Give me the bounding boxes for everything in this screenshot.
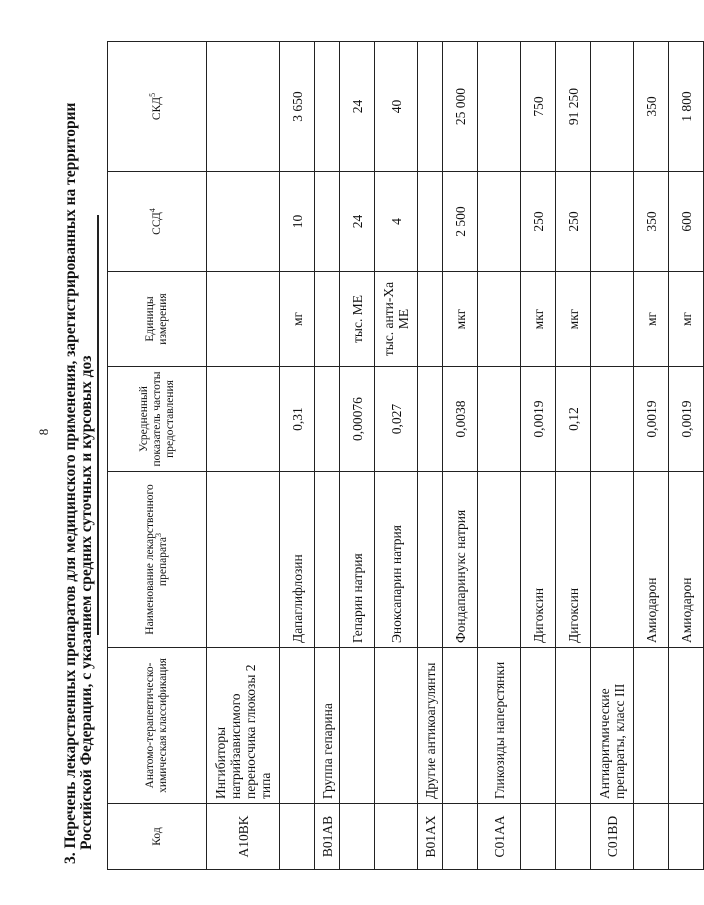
table-row <box>443 42 478 870</box>
cell-skd: 24 <box>340 42 375 172</box>
cell-freq: 0,027 <box>375 367 418 472</box>
cell-code: C01BD <box>591 804 634 870</box>
cell-code <box>634 804 669 870</box>
cell-name <box>478 472 521 648</box>
col-code-header: Код <box>108 804 207 870</box>
cell-sdd <box>478 172 521 272</box>
cell-sdd: 4 <box>375 172 418 272</box>
title-underline <box>97 215 99 635</box>
cell-code: B01AX <box>418 804 443 870</box>
cell-atc <box>634 648 669 804</box>
cell-name <box>315 472 340 648</box>
cell-freq: 0,0019 <box>669 367 704 472</box>
cell-name: Дапаглифлозин <box>280 472 315 648</box>
col-sdd-footnote: 4 <box>147 208 157 213</box>
cell-skd: 750 <box>521 42 556 172</box>
table-row <box>315 42 340 870</box>
cell-code <box>280 804 315 870</box>
cell-name <box>418 472 443 648</box>
cell-sdd <box>315 172 340 272</box>
table-row <box>375 42 418 870</box>
cell-skd <box>315 42 340 172</box>
cell-name: Дигоксин <box>556 472 591 648</box>
cell-code <box>443 804 478 870</box>
cell-name <box>591 472 634 648</box>
cell-code <box>669 804 704 870</box>
cell-skd <box>418 42 443 172</box>
col-name-text: Наименование лекарственного препарата <box>144 484 169 635</box>
cell-skd: 25 000 <box>443 42 478 172</box>
cell-skd: 3 650 <box>280 42 315 172</box>
drug-dose-table <box>107 41 704 870</box>
cell-skd <box>478 42 521 172</box>
document-title <box>63 20 95 870</box>
cell-unit: мкг <box>556 272 591 367</box>
cell-unit <box>207 272 280 367</box>
cell-sdd: 250 <box>556 172 591 272</box>
col-skd-header <box>108 42 207 172</box>
cell-skd <box>207 42 280 172</box>
cell-freq: 0,31 <box>280 367 315 472</box>
col-name-footnote: 3 <box>154 532 164 537</box>
cell-sdd: 600 <box>669 172 704 272</box>
cell-unit: мг <box>634 272 669 367</box>
cell-name: Фондапаринукс натрия <box>443 472 478 648</box>
table-row <box>634 42 669 870</box>
col-freq-header: Усредненный показатель частоты предоставления <box>108 367 207 472</box>
col-sdd-header <box>108 172 207 272</box>
cell-freq <box>591 367 634 472</box>
cell-freq <box>478 367 521 472</box>
cell-name: Амиодарон <box>634 472 669 648</box>
cell-name <box>207 472 280 648</box>
cell-freq: 0,12 <box>556 367 591 472</box>
cell-code <box>521 804 556 870</box>
cell-sdd: 24 <box>340 172 375 272</box>
cell-freq: 0,0019 <box>634 367 669 472</box>
cell-unit <box>315 272 340 367</box>
table-row <box>418 42 443 870</box>
table-row <box>207 42 280 870</box>
col-skd-footnote: 5 <box>147 92 157 97</box>
cell-freq: 0,0019 <box>521 367 556 472</box>
cell-atc <box>521 648 556 804</box>
table-row <box>478 42 521 870</box>
cell-code <box>556 804 591 870</box>
cell-unit: мг <box>280 272 315 367</box>
cell-code: B01AB <box>315 804 340 870</box>
table-row <box>280 42 315 870</box>
title-line-1: 3. Перечень лекарственных препаратов для медицинского применения, зарегистрированных на территории <box>62 102 79 864</box>
cell-unit <box>591 272 634 367</box>
cell-freq: 0,0038 <box>443 367 478 472</box>
cell-skd: 350 <box>634 42 669 172</box>
cell-code <box>340 804 375 870</box>
cell-atc: Группа гепарина <box>315 648 340 804</box>
cell-unit <box>418 272 443 367</box>
cell-unit: мг <box>669 272 704 367</box>
cell-sdd <box>418 172 443 272</box>
cell-code <box>375 804 418 870</box>
cell-sdd: 10 <box>280 172 315 272</box>
cell-name: Гепарин натрия <box>340 472 375 648</box>
cell-freq <box>418 367 443 472</box>
cell-atc: Антиаритмические препараты, класс III <box>591 648 634 804</box>
cell-name: Амиодарон <box>669 472 704 648</box>
cell-sdd <box>591 172 634 272</box>
cell-unit <box>478 272 521 367</box>
col-name-header <box>108 472 207 648</box>
cell-name: Эноксапарин натрия <box>375 472 418 648</box>
cell-unit: тыс. анти-Xa МЕ <box>375 272 418 367</box>
cell-unit: тыс. МЕ <box>340 272 375 367</box>
cell-atc <box>556 648 591 804</box>
cell-atc <box>375 648 418 804</box>
document-sheet <box>62 20 694 870</box>
cell-name: Дигоксин <box>521 472 556 648</box>
table-row <box>669 42 704 870</box>
cell-atc: Другие антикоагулянты <box>418 648 443 804</box>
cell-atc: Ингибиторы натрийзависимого переносчика глюкозы 2 типа <box>207 648 280 804</box>
cell-atc: Гликозиды наперстянки <box>478 648 521 804</box>
cell-skd: 40 <box>375 42 418 172</box>
cell-skd: 91 250 <box>556 42 591 172</box>
cell-freq <box>207 367 280 472</box>
table-row <box>340 42 375 870</box>
col-skd-text: СКД <box>150 96 163 121</box>
table-row <box>556 42 591 870</box>
cell-freq: 0,00076 <box>340 367 375 472</box>
col-sdd-text: ССД <box>150 212 163 235</box>
cell-sdd: 350 <box>634 172 669 272</box>
cell-atc <box>340 648 375 804</box>
table-row <box>521 42 556 870</box>
cell-unit: мкг <box>443 272 478 367</box>
cell-skd <box>591 42 634 172</box>
cell-freq <box>315 367 340 472</box>
cell-sdd: 250 <box>521 172 556 272</box>
cell-atc <box>443 648 478 804</box>
cell-atc <box>280 648 315 804</box>
table-row <box>591 42 634 870</box>
cell-unit: мкг <box>521 272 556 367</box>
page-number: 8 <box>36 428 51 436</box>
title-line-2: Российской Федерации, с указанием средних суточных и курсовых доз <box>78 355 95 850</box>
cell-sdd: 2 500 <box>443 172 478 272</box>
cell-atc <box>669 648 704 804</box>
col-atc-header: Анатомо-терапевтическо-химическая классификация <box>108 648 207 804</box>
cell-code: A10BK <box>207 804 280 870</box>
cell-skd: 1 800 <box>669 42 704 172</box>
header-row <box>108 42 207 870</box>
cell-sdd <box>207 172 280 272</box>
col-unit-header: Единицы измерения <box>108 272 207 367</box>
cell-code: C01AA <box>478 804 521 870</box>
